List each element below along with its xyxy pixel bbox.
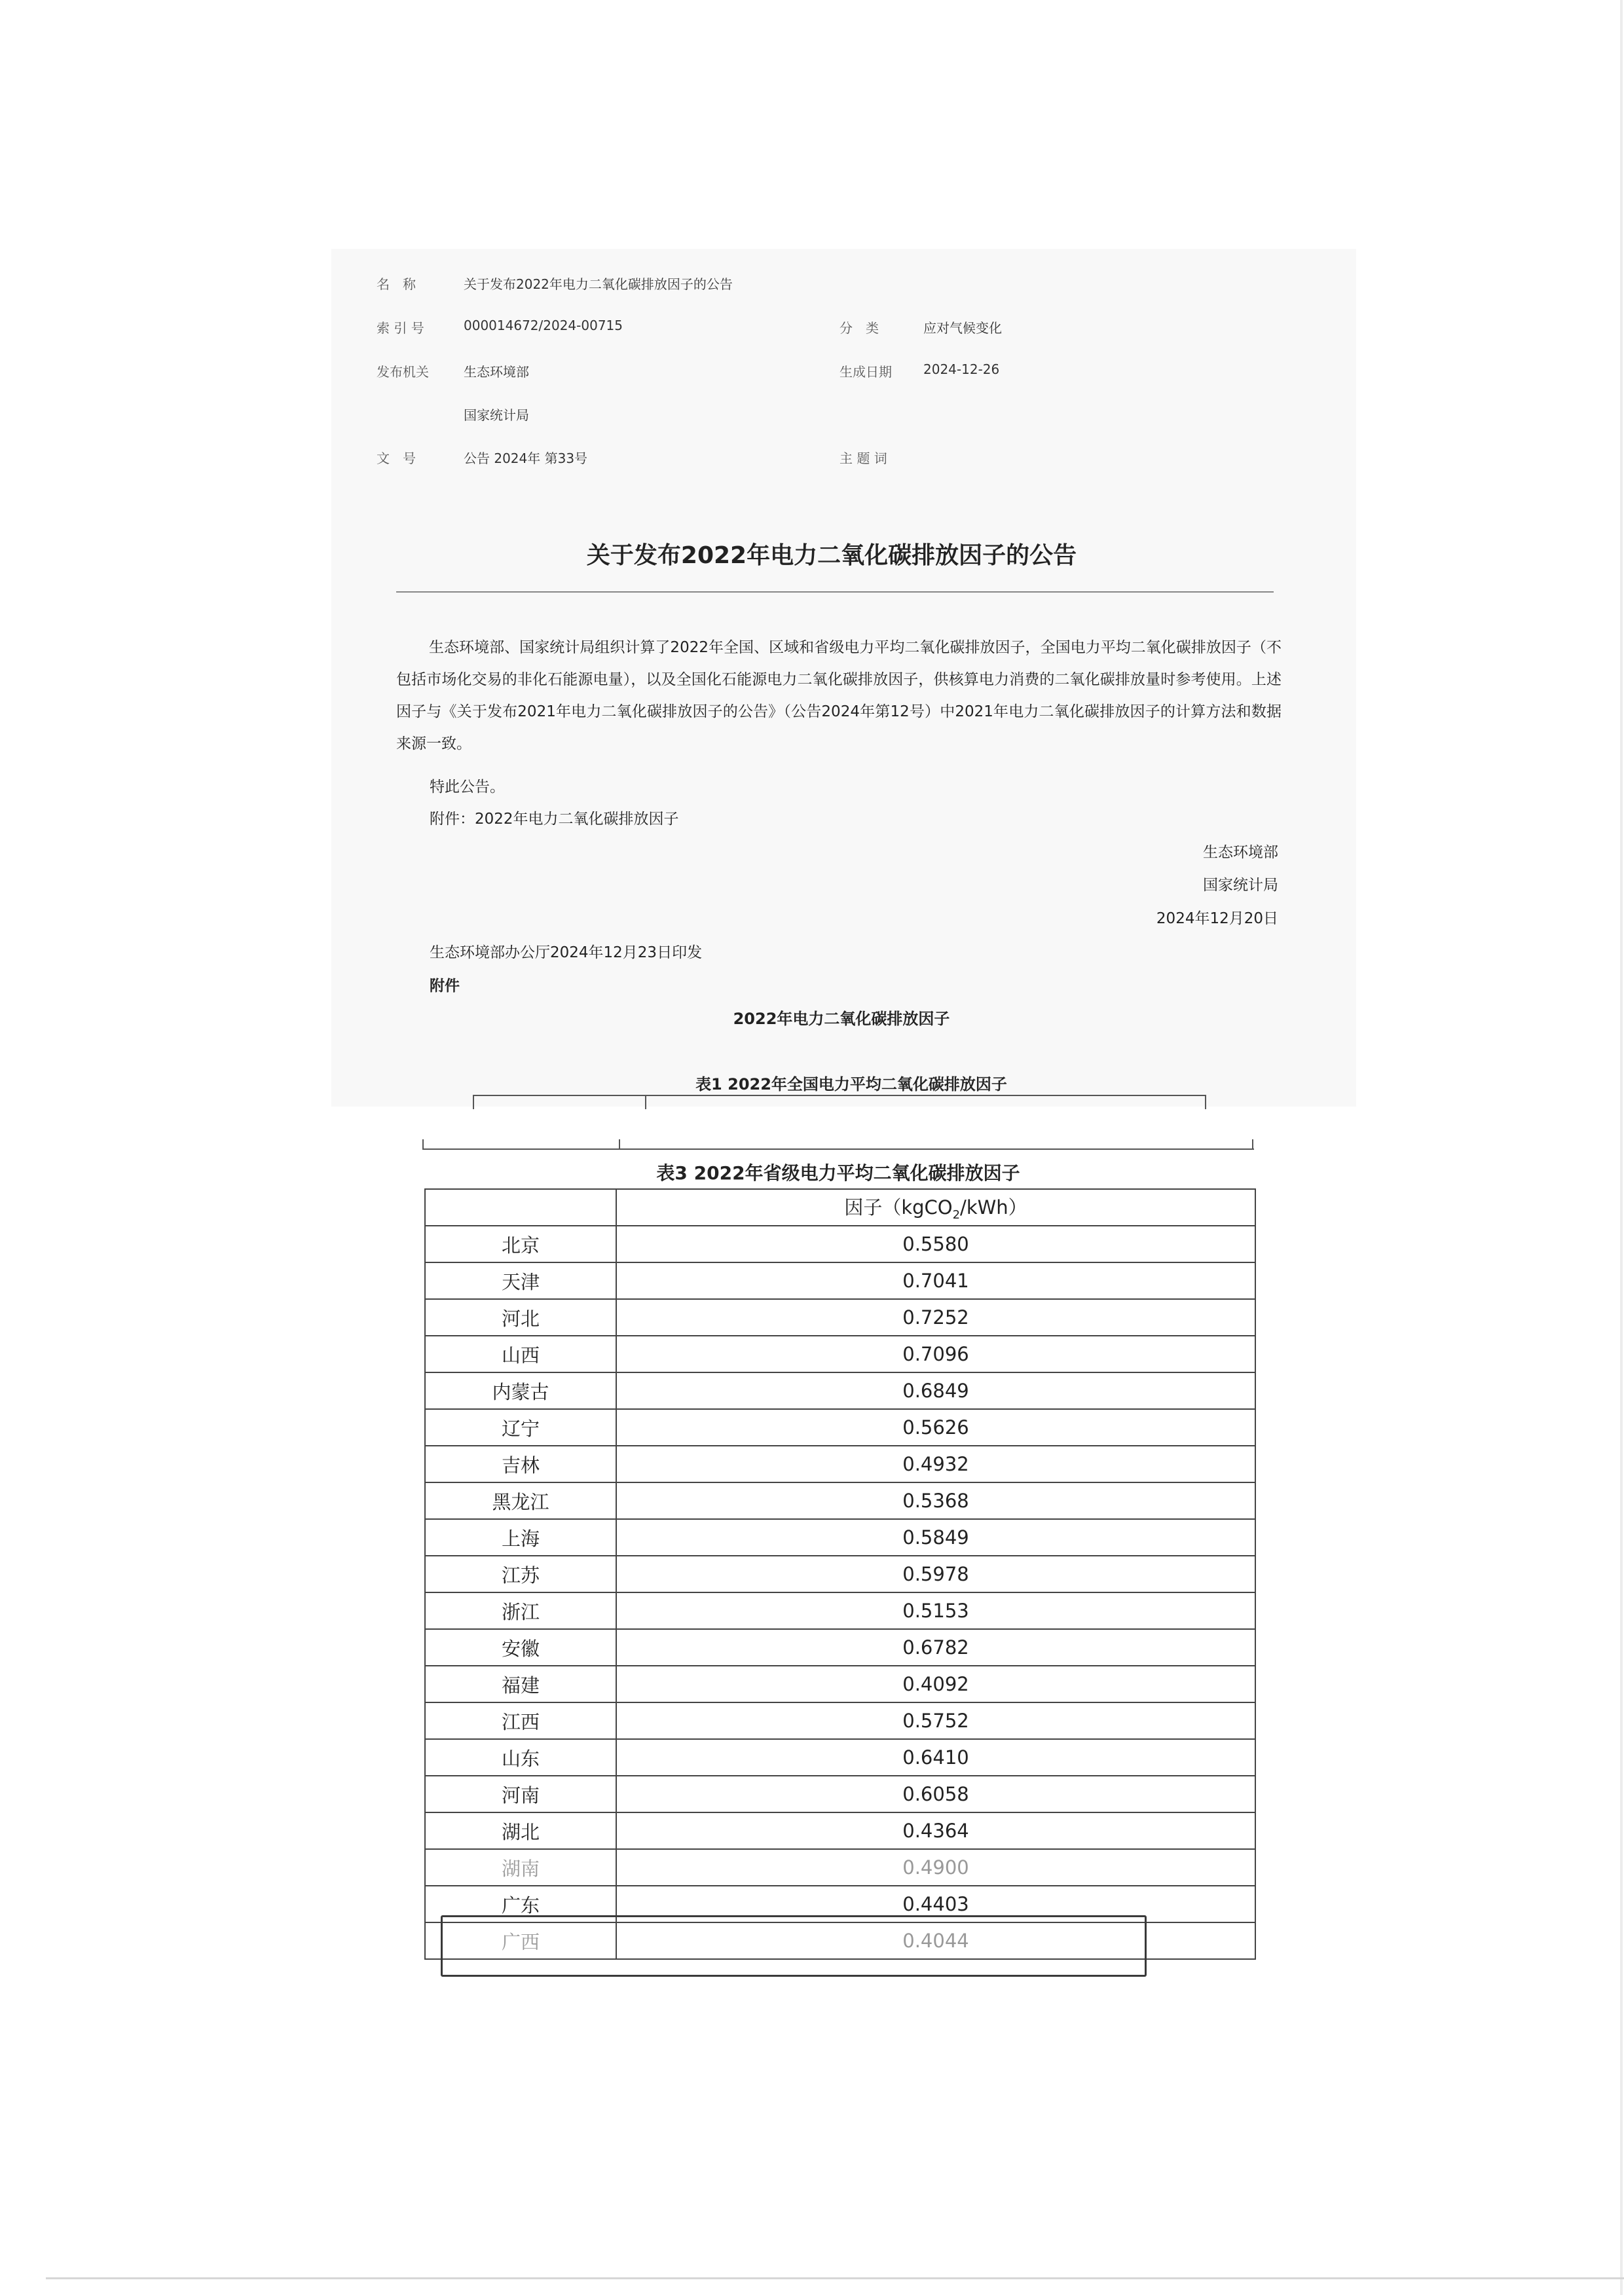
meta-issuer-value-2: 国家统计局 bbox=[464, 407, 529, 423]
document-title: 关于发布2022年电力二氧化碳排放因子的公告 bbox=[586, 542, 1077, 569]
meta-subject-label: 主 题 词 bbox=[840, 450, 887, 466]
table-row bbox=[425, 1592, 1255, 1629]
table-row bbox=[425, 1519, 1255, 1556]
table1-mid-edge bbox=[645, 1095, 646, 1109]
table-row bbox=[425, 1739, 1255, 1776]
factor-cell: 0.6849 bbox=[616, 1372, 1255, 1409]
table1-top-border bbox=[473, 1095, 1206, 1096]
province-cell: 广东 bbox=[425, 1886, 616, 1922]
province-cell: 山西 bbox=[425, 1336, 616, 1372]
table-row bbox=[425, 1776, 1255, 1812]
table2-mid-edge bbox=[619, 1139, 620, 1150]
province-cell: 河北 bbox=[425, 1299, 616, 1336]
meta-date-label: 生成日期 bbox=[840, 364, 892, 380]
table-row bbox=[425, 1629, 1255, 1666]
table-row bbox=[425, 1812, 1255, 1849]
factor-cell: 0.7041 bbox=[616, 1262, 1255, 1299]
table-row bbox=[425, 1556, 1255, 1592]
special-notice: 特此公告。 bbox=[430, 779, 505, 796]
factor-cell: 0.4364 bbox=[616, 1812, 1255, 1849]
factor-cell: 0.4092 bbox=[616, 1666, 1255, 1702]
factor-cell: 0.5580 bbox=[616, 1226, 1255, 1262]
table1-left-edge bbox=[473, 1095, 474, 1109]
province-cell: 江苏 bbox=[425, 1556, 616, 1592]
factor-cell: 0.4403 bbox=[616, 1886, 1255, 1922]
table-row bbox=[425, 1446, 1255, 1482]
header-region-cell bbox=[425, 1189, 616, 1226]
factor-cell: 0.7252 bbox=[616, 1299, 1255, 1336]
province-cell: 安徽 bbox=[425, 1629, 616, 1666]
attachment-heading: 附件 bbox=[430, 978, 460, 995]
factor-cell: 0.5368 bbox=[616, 1482, 1255, 1519]
factor-cell: 0.6058 bbox=[616, 1776, 1255, 1812]
table1-right-edge bbox=[1205, 1095, 1206, 1109]
table-row bbox=[425, 1666, 1255, 1702]
province-factor-table bbox=[424, 1188, 1256, 1960]
province-cell: 河南 bbox=[425, 1776, 616, 1812]
province-cell: 吉林 bbox=[425, 1446, 616, 1482]
province-cell: 天津 bbox=[425, 1262, 616, 1299]
table-row bbox=[425, 1336, 1255, 1372]
attachment-line: 附件：2022年电力二氧化碳排放因子 bbox=[430, 811, 679, 828]
table-row bbox=[425, 1409, 1255, 1446]
meta-issuer-value-1: 生态环境部 bbox=[464, 364, 529, 380]
table3-caption: 表3 2022年省级电力平均二氧化碳排放因子 bbox=[656, 1162, 1020, 1184]
meta-docno-value: 公告 2024年 第33号 bbox=[464, 450, 588, 466]
meta-category-value: 应对气候变化 bbox=[923, 320, 1002, 336]
province-cell: 黑龙江 bbox=[425, 1482, 616, 1519]
province-cell: 广西 bbox=[425, 1922, 616, 1959]
body-paragraph: 生态环境部、国家统计局组织计算了2022年全国、区域和省级电力平均二氧化碳排放因子，全国电力平均二氧化碳排放因子（不包括市场化交易的非化石能源电量），以及全国化石能源电力二氧化碳排放因子，供核算电力消费的二氧化碳排放量时参考使用。上述因子与《关于发布2021年电力二氧化碳排放因子的公告》（公告2024年第12号）中2021年电力二氧化碳排放因子的计算方法和数据来源一致。 bbox=[396, 639, 1282, 752]
meta-issuer-label: 发布机关 bbox=[377, 364, 429, 380]
header-factor-suffix: /kWh） bbox=[960, 1196, 1027, 1219]
meta-name-label: 名 称 bbox=[377, 276, 416, 292]
table-row bbox=[425, 1262, 1255, 1299]
signature-bureau: 国家统计局 bbox=[1203, 877, 1278, 894]
province-cell: 北京 bbox=[425, 1226, 616, 1262]
factor-cell: 0.4900 bbox=[616, 1849, 1255, 1886]
print-note: 生态环境部办公厅2024年12月23日印发 bbox=[430, 944, 703, 961]
factor-cell: 0.5153 bbox=[616, 1592, 1255, 1629]
table-row bbox=[425, 1372, 1255, 1409]
factor-cell: 0.7096 bbox=[616, 1336, 1255, 1372]
sign-date: 2024年12月20日 bbox=[1156, 910, 1278, 927]
table1-caption: 表1 2022年全国电力平均二氧化碳排放因子 bbox=[695, 1075, 1007, 1093]
table-row bbox=[425, 1849, 1255, 1886]
province-cell: 内蒙古 bbox=[425, 1372, 616, 1409]
meta-date-value: 2024-12-26 bbox=[923, 361, 1000, 377]
factor-cell: 0.4044 bbox=[616, 1922, 1255, 1959]
table2-left-edge bbox=[422, 1139, 424, 1150]
table-row bbox=[425, 1299, 1255, 1336]
table-row bbox=[425, 1702, 1255, 1739]
province-cell: 山东 bbox=[425, 1739, 616, 1776]
province-cell: 上海 bbox=[425, 1519, 616, 1556]
factor-cell: 0.6782 bbox=[616, 1629, 1255, 1666]
meta-index-value: 000014672/2024-00715 bbox=[464, 318, 623, 333]
province-cell: 江西 bbox=[425, 1702, 616, 1739]
meta-name-value: 关于发布2022年电力二氧化碳排放因子的公告 bbox=[464, 276, 733, 292]
scan-edge-bottom bbox=[46, 2277, 1624, 2279]
factor-cell: 0.4932 bbox=[616, 1446, 1255, 1482]
province-cell: 湖北 bbox=[425, 1812, 616, 1849]
table-row bbox=[425, 1482, 1255, 1519]
meta-category-label: 分 类 bbox=[840, 320, 879, 336]
factor-cell: 0.5978 bbox=[616, 1556, 1255, 1592]
guangdong-highlight-box bbox=[441, 1915, 1147, 1977]
factor-cell: 0.5752 bbox=[616, 1702, 1255, 1739]
signature-ministry: 生态环境部 bbox=[1203, 844, 1278, 861]
factor-cell: 0.6410 bbox=[616, 1739, 1255, 1776]
factor-cell: 0.5626 bbox=[616, 1409, 1255, 1446]
header-factor-sub: 2 bbox=[952, 1207, 961, 1222]
title-divider bbox=[396, 591, 1274, 593]
header-factor-cell bbox=[616, 1189, 1255, 1226]
table-row bbox=[425, 1226, 1255, 1262]
province-cell: 浙江 bbox=[425, 1592, 616, 1629]
province-cell: 福建 bbox=[425, 1666, 616, 1702]
province-cell: 辽宁 bbox=[425, 1409, 616, 1446]
meta-docno-label: 文 号 bbox=[377, 450, 416, 466]
meta-index-label: 索 引 号 bbox=[377, 320, 424, 336]
province-cell: 湖南 bbox=[425, 1849, 616, 1886]
attachment-title: 2022年电力二氧化碳排放因子 bbox=[733, 1010, 950, 1028]
factor-cell: 0.5849 bbox=[616, 1519, 1255, 1556]
table2-bottom-border bbox=[422, 1148, 1254, 1150]
table-header-row bbox=[425, 1189, 1255, 1226]
table2-right-edge bbox=[1252, 1139, 1253, 1150]
scan-edge-right bbox=[1620, 0, 1623, 2295]
header-factor-prefix: 因子（kgCO bbox=[844, 1196, 953, 1219]
